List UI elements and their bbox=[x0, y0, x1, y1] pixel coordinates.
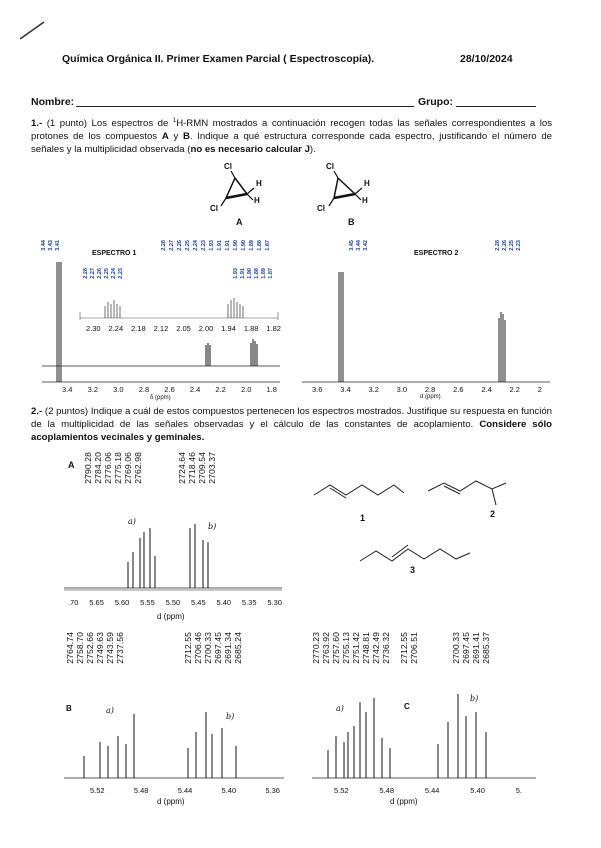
spec1-title: ESPECTRO 1 bbox=[92, 250, 137, 257]
spec2-title: ESPECTRO 2 bbox=[414, 250, 459, 257]
spectrum-1: 3.44 3.43 3.41 ESPECTRO 1 2.28 2.27 2.26 2.25 2.24 2.23 1.93 1.91 1.90 1.88 1.89 1.87 2.28 2.27 2.26 2.25 2.24 2.23 1.93 1.91 1.91 1.90 1.90 1.89 1.88 1.87 2.30 2.24 2.18 2.12 2.05 2.00 1.94 1.88 1.82 3.4 3.2 3.0 2.8 2.6 2.4 2.2 2.0 1.8 δ (ppm) bbox=[41, 240, 281, 401]
spectrum-A: A 2790.28 2784.20 2776.06 2775.18 2769.06 2762.98 2724.64 2718.46 2709.54 2703.37 a) b) .70 5.65 5.60 5.55 5.50 5.45 5.40 5.35 5.30 d (ppm) bbox=[68, 452, 282, 621]
spec1-inset-axis: 2.30 2.24 2.18 2.12 2.05 2.00 1.94 1.88 1.82 bbox=[86, 324, 281, 333]
specC-axis: 5.52 5.48 5.44 5.40 5. bbox=[334, 786, 522, 795]
compounds-sketch bbox=[300, 455, 550, 600]
spectrum-2: 3.45 3.44 3.42 ESPECTRO 2 2.28 2.26 2.25 2.23 3.6 3.4 3.2 3.0 2.8 2.6 2.4 2.2 2 d (ppm) bbox=[312, 240, 542, 400]
question-1: 1.- (1 punto) Los espectros de $^1$H-RMN mostrados a continuación recogen todas las señales correspondientes a los protones de los compuestos A y B. Indique a qué estructura corresponde cada espectro, justificando el número de señales y la multiplicidad observada (no es necesario calcular J). bbox=[31, 118, 553, 156]
spectrum-B: 2764.74 2758.70 2752.66 2749.63 2743.59 2737.56 2712.55 2706.46 2700.33 2697.45 2691.34 2685.24 B a) b) 5.52 5.48 5.44 5.40 5.36 d (ppm) bbox=[65, 632, 280, 806]
name-line[interactable] bbox=[76, 106, 414, 107]
group-label: Grupo: bbox=[418, 96, 453, 108]
compound-1-label: 1 bbox=[360, 513, 366, 523]
spec1-axis-label: δ (ppm) bbox=[150, 395, 171, 401]
compound-2-label: 2 bbox=[490, 509, 496, 519]
specB-axis: 5.52 5.48 5.44 5.40 5.36 bbox=[90, 786, 280, 795]
group-line[interactable] bbox=[456, 106, 536, 107]
compound-3-label: 3 bbox=[410, 565, 416, 575]
structure-A: Cl Cl H H A bbox=[210, 162, 262, 227]
exam-date: 28/10/2024 bbox=[460, 53, 513, 65]
spec1-axis: 3.4 3.2 3.0 2.8 2.6 2.4 2.2 2.0 1.8 bbox=[62, 385, 277, 394]
spec2-axis: 3.6 3.4 3.2 3.0 2.8 2.6 2.4 2.2 2 bbox=[312, 385, 542, 394]
spectrum-C: 2770.23 2763.92 2757.60 2755.13 2751.42 2748.81 2742.49 2736.32 2712.55 2706.51 2700.33 2697.45 2691.41 2685.37 a) C b) 5.52 5.48 5.44 5.40 5. d (ppm) bbox=[311, 632, 522, 806]
spec2-axis-label: d (ppm) bbox=[420, 394, 441, 400]
exam-title: Química Orgánica II. Primer Examen Parcial ( Espectroscopía). bbox=[62, 53, 375, 65]
name-label: Nombre: bbox=[31, 96, 75, 108]
question-2: 2.- (2 puntos) Indique a cuál de estos compuestos pertenecen los espectros mostrados. Justifique su respuesta en función de la multiplicidad de las señales observadas y el cálculo de las constantes de acoplamiento. Considere sólo acoplamientos vecinales y geminales. bbox=[31, 406, 553, 443]
specA-axis: .70 5.65 5.60 5.55 5.50 5.45 5.40 5.35 5.30 bbox=[68, 598, 282, 607]
structure-B: Cl Cl H H B bbox=[317, 162, 370, 227]
